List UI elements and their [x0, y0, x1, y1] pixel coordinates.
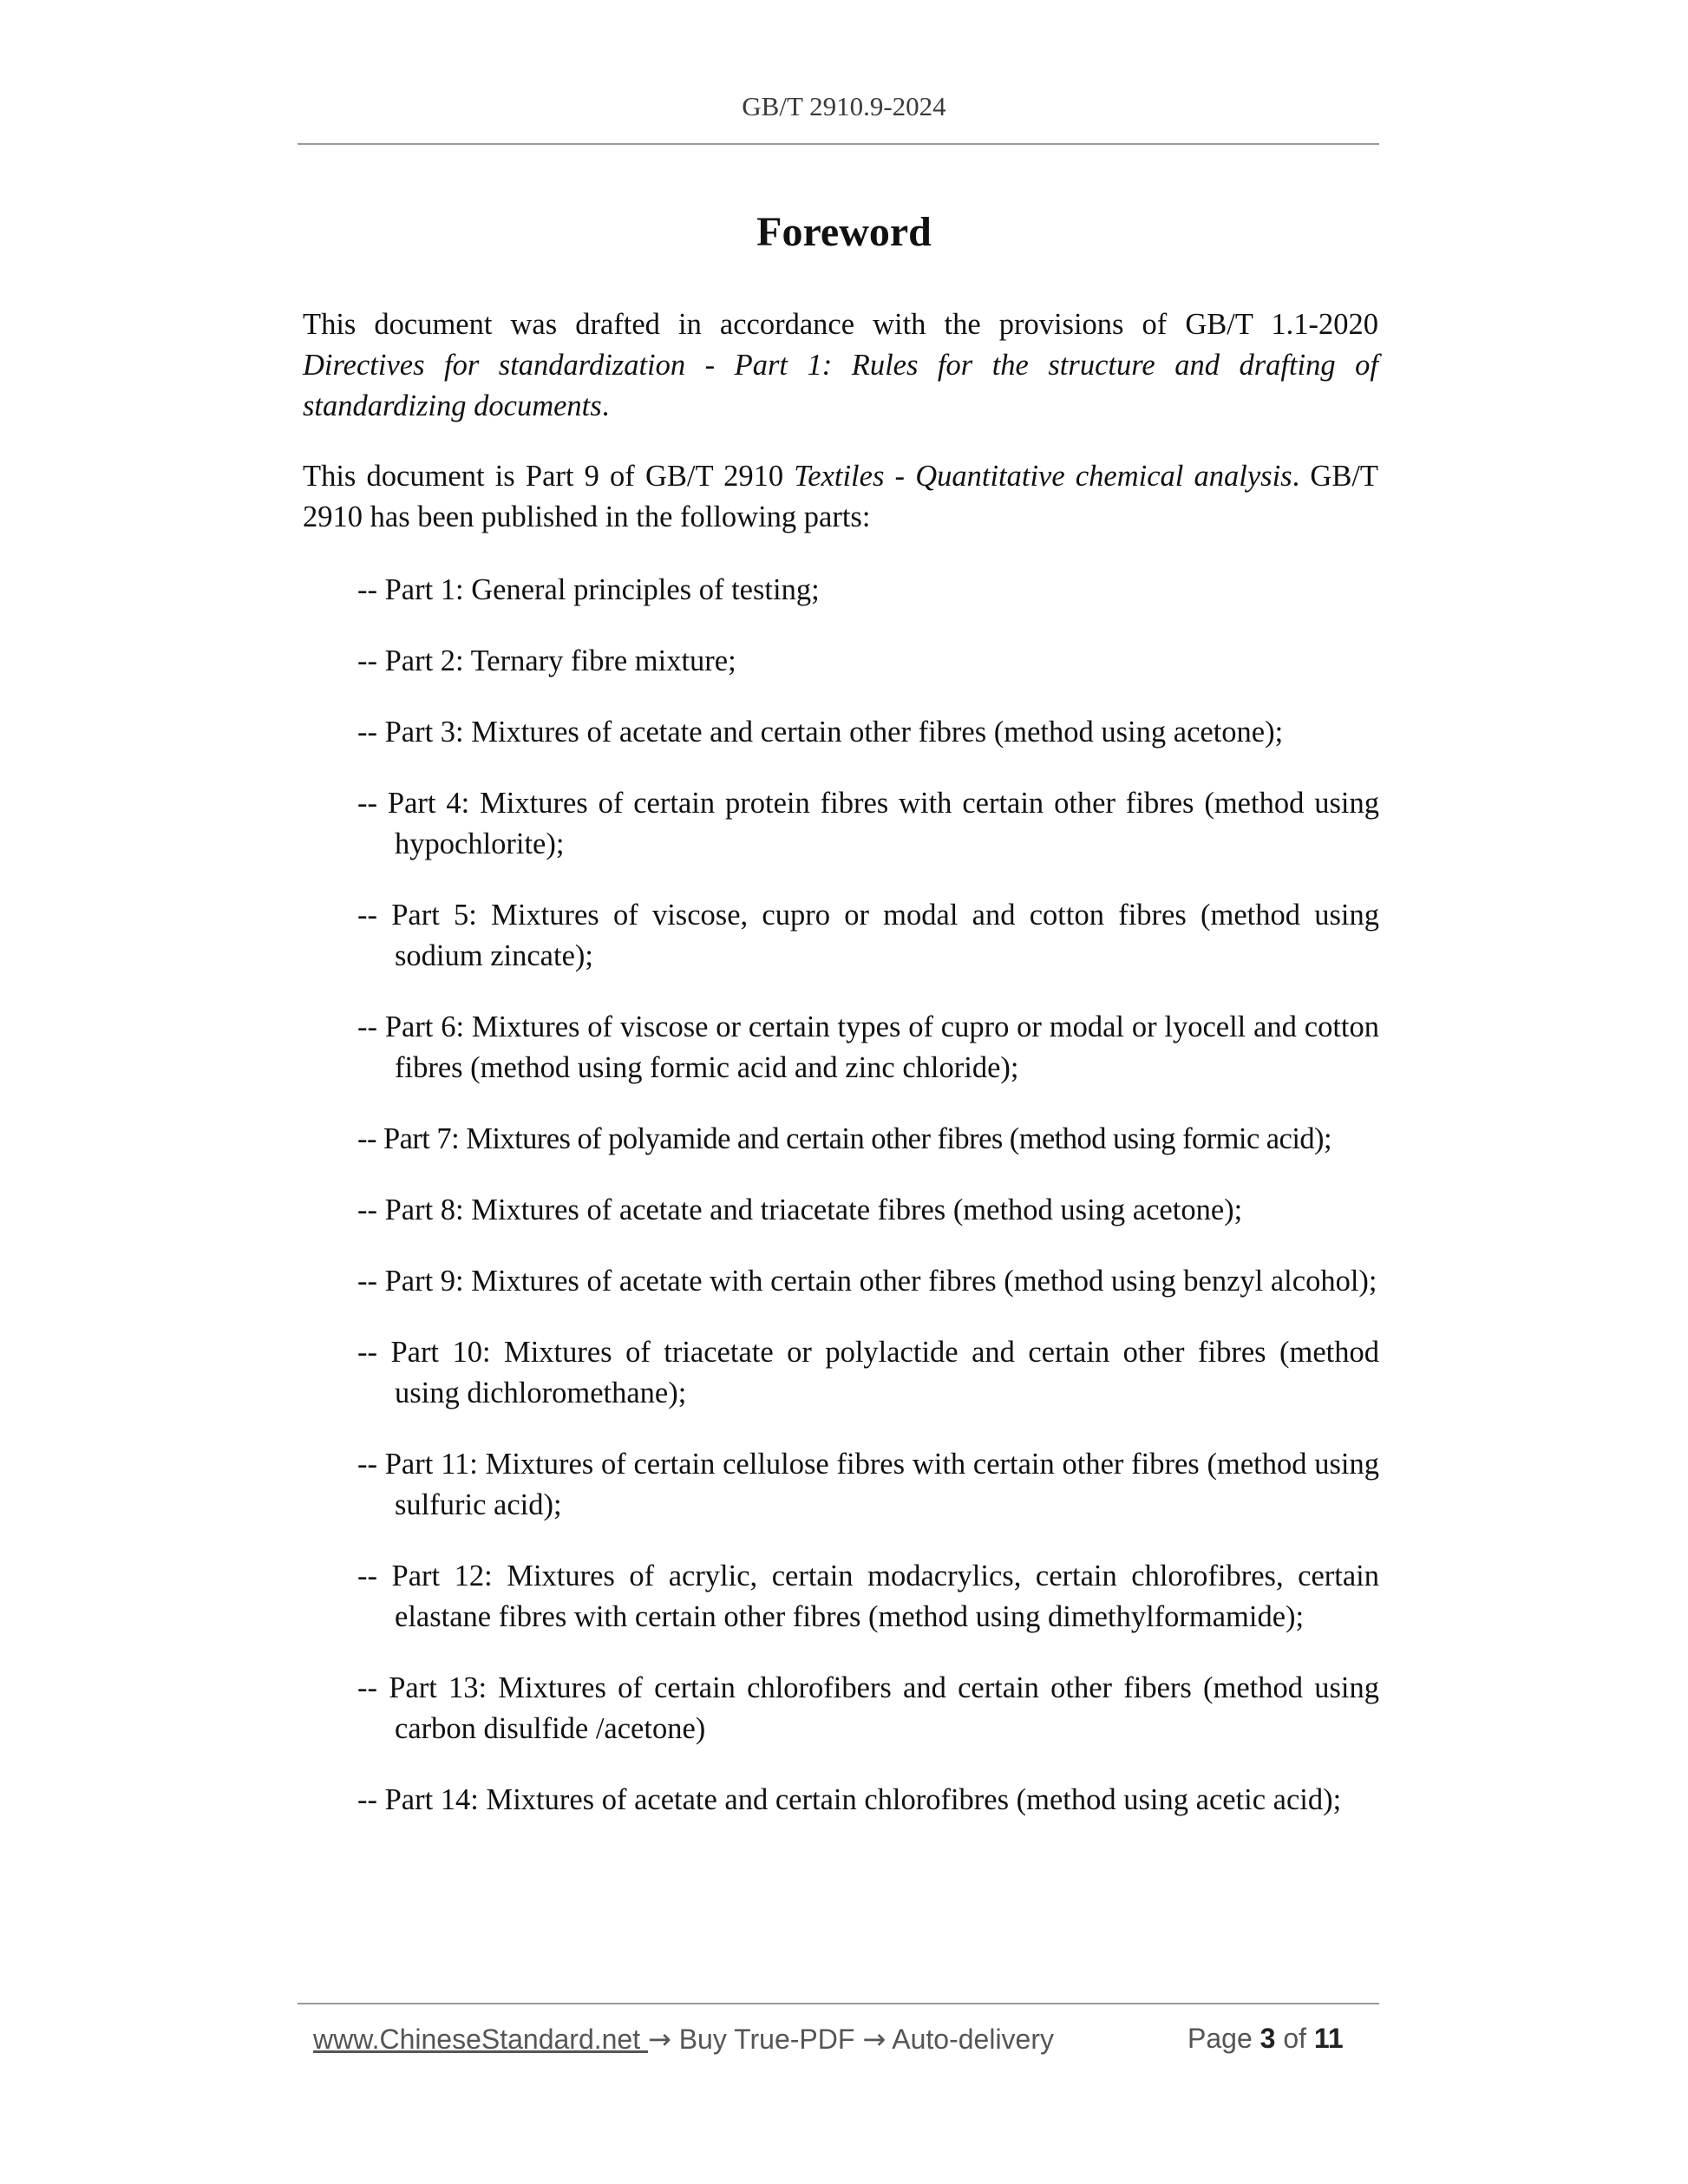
page-total: 11	[1313, 2023, 1344, 2054]
page-label: Page	[1187, 2023, 1260, 2054]
paragraph-part-info	[303, 456, 1378, 538]
page-title: Foreword	[756, 209, 932, 255]
arrow-right-icon: →	[862, 2023, 887, 2056]
parts-list	[357, 570, 1379, 1851]
footer-divider	[298, 2003, 1379, 2004]
paragraph-text: This document is Part 9 of GB/T 2910	[303, 460, 795, 493]
list-item: -- Part 3: Mixtures of acetate and certain other fibres (method using acetone);	[357, 716, 1284, 749]
list-item: -- Part 8: Mixtures of acetate and triacetate fibres (method using acetone);	[357, 1193, 1243, 1226]
list-item: -- Part 12: Mixtures of acrylic, certain modacrylics, certain chlorofibres, certain elastane fibres with certain other fibres (method using dimethylformamide);	[357, 1560, 1379, 1633]
page-current: 3	[1259, 2023, 1276, 2054]
list-item: -- Part 1: General principles of testing;	[357, 573, 820, 606]
header-divider	[298, 143, 1379, 145]
page-of-label: of	[1275, 2023, 1314, 2054]
italic-text: standardizing documents	[303, 389, 602, 422]
page-number	[1187, 2023, 1344, 2055]
list-item: -- Part 11: Mixtures of certain cellulose fibres with certain other fibres (method using sulfuric acid);	[357, 1448, 1379, 1521]
list-item: -- Part 7: Mixtures of polyamide and certain other fibres (method using formic acid);	[357, 1122, 1332, 1155]
buy-pdf-text: Buy True-PDF	[671, 2024, 863, 2055]
list-item: -- Part 6: Mixtures of viscose or certain types of cupro or modal or lyocell and cotton fibres (method using formic acid and zinc chloride);	[357, 1010, 1379, 1084]
paragraph-text: . GB/T 2910 has been published in the following parts:	[303, 460, 1378, 533]
paragraph-drafting-rules	[303, 304, 1378, 427]
italic-title: Textiles - Quantitative chemical analysis	[794, 460, 1292, 493]
list-item: -- Part 4: Mixtures of certain protein fibres with certain other fibres (method using hypochlorite);	[357, 787, 1379, 860]
paragraph-line-italic: Directives for standardization - Part 1: Rules for the structure and drafting of	[303, 349, 1378, 382]
paragraph-line: This document was drafted in accordance with the provisions of GB/T 1.1-2020	[303, 308, 1378, 341]
list-item: -- Part 2: Ternary fibre mixture;	[357, 644, 736, 677]
page-footer	[313, 2023, 1371, 2056]
list-item: -- Part 5: Mixtures of viscose, cupro or modal and cotton fibres (method using sodium zincate);	[357, 899, 1379, 972]
list-item: -- Part 9: Mixtures of acetate with certain other fibres (method using benzyl alcohol);	[357, 1265, 1377, 1298]
list-item: -- Part 13: Mixtures of certain chlorofibers and certain other fibers (method using carbon disulfide /acetone)	[357, 1671, 1379, 1745]
list-item: -- Part 14: Mixtures of acetate and certain chlorofibres (method using acetic acid);	[357, 1783, 1342, 1816]
auto-delivery-text: Auto-delivery	[886, 2024, 1054, 2055]
arrow-right-icon: →	[648, 2023, 671, 2056]
running-header: GB/T 2910.9-2024	[742, 91, 946, 121]
website-link[interactable]: www.ChineseStandard.net	[313, 2024, 648, 2055]
paragraph-line	[303, 386, 1378, 427]
punctuation: .	[601, 389, 610, 422]
list-item: -- Part 10: Mixtures of triacetate or polylactide and certain other fibres (method using dichloromethane);	[357, 1336, 1379, 1409]
